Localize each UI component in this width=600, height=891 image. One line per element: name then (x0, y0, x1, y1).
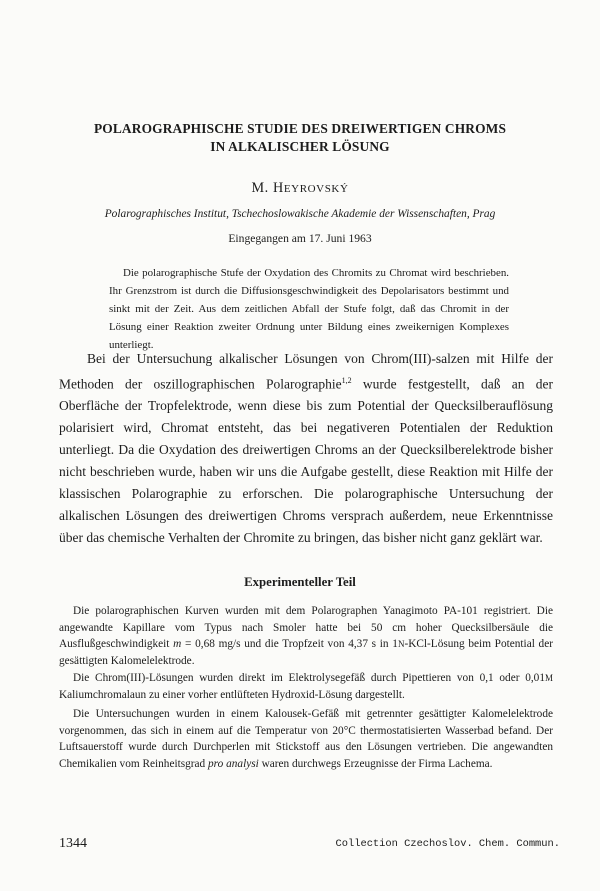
para3-text-b: waren durchwegs Erzeugnisse der Firma Lachema. (258, 758, 493, 771)
page-number: 1344 (59, 836, 87, 851)
body-paragraph-1 (59, 603, 553, 670)
intro-text-1: Bei der Untersuchung alkalischer Lösungen von Chrom(III)-salzen mit Hilfe der Methoden der oszillographischen Polarographie (59, 351, 553, 392)
body-paragraph-3 (59, 706, 553, 773)
para1-symbol-m: m (173, 638, 182, 651)
received-date: Eingegangen am 17. Juni 1963 (228, 232, 372, 245)
author-initial: M. H (251, 180, 284, 196)
intro-text-2: wurde festgestellt, daß an der Oberfläche der Tropfelektrode, wenn diese bis zum Potential der Quecksilberauflösung polarisiert wird, Chromat entsteht, das bei negativeren Potentialen der Reduktion unterliegt. Da die Oxydation des dreiwertigen Chroms an der Quecksilberelektrode bisher nicht beschrieben wurde, haben wir uns die Aufgabe gestellt, diese Reaktion mit Hilfe der klassischen Polarographie zu erforschen. Die polarographische Untersuchung der alkalischen Lösungen des dreiwertigen Chroms versprach außerdem, neue Erkenntnisse über das chemische Verhalten der Chromite zu bringen, das bisher nicht ganz geklärt war. (59, 376, 553, 545)
abstract: Die polarographische Stufe der Oxydation des Chromits zu Chromat wird beschrieben. Ihr Grenzstrom ist durch die Diffusionsgeschwindigkeit des Depolarisators bestimmt und sinkt mit der Zeit. Aus dem zeitlichen Abfall der Stufe folgt, daß das Chromit in der Lösung einer Reaktion zweiter Ordnung unter Bildung eines zweikernigen Komplexes unterliegt. (109, 267, 509, 351)
body-paragraph-2 (59, 670, 553, 703)
affiliation: Polarographisches Institut, Tschechoslowakische Akademie der Wissenschaften, Prag (104, 208, 496, 220)
para3-text-a: Die Untersuchungen wurden in einem Kalousek-Gefäß mit getrennter gesättigter Kalomelelektrode vorgenommen, das sich in einem auf die Temperatur von 20°C thermostatisierten Wasserbad befand. Der Luftsauerstoff wurde durch Durchperlen mit Stickstoff aus den Lösungen vertrieben. Die angewandten Chemikalien vom Reinheitsgrad (59, 708, 553, 771)
para3-italic: pro analysi (208, 758, 259, 771)
para1-text-c: -KCl-Lösung beim Potential der gesättigten Kalomelelektrode. (59, 638, 553, 668)
paper-title-line-2: IN ALKALISCHER LÖSUNG (210, 139, 390, 154)
reference-superscript: 1,2 (341, 375, 352, 385)
para2-unit-m: M (544, 673, 553, 683)
author-surname: EYROVSKÝ (283, 183, 349, 195)
journal-name: Collection Czechoslov. Chem. Commun. (335, 838, 560, 850)
para2-text-a: Die Chrom(III)-Lösungen wurden direkt im Elektrolysegefäß durch Pipettieren von 0,1 oder 0,01 (73, 672, 545, 684)
author (0, 180, 600, 197)
intro-paragraph (59, 348, 553, 549)
para2-text-b: Kaliumchromalaun zu einer vorher entlüfteten Hydroxid-Lösung dargestellt. (59, 688, 405, 701)
para1-text-b: = 0,68 mg/s und die Tropfzeit von 4,37 s in 1 (181, 638, 398, 651)
section-heading: Experimenteller Teil (244, 575, 356, 589)
para1-text-a: Die polarographischen Kurven wurden mit dem Polarographen Yanagimoto PA-101 registriert. Die angewandte Kapillare vom Typus nach Smoler hatte bei 50 cm hoher Quecksilbersäule die Ausflußgeschwindigkeit (59, 605, 553, 651)
para1-unit-n: N (397, 639, 405, 650)
paper-title-line-1: POLAROGRAPHISCHE STUDIE DES DREIWERTIGEN CHROMS (93, 121, 507, 136)
